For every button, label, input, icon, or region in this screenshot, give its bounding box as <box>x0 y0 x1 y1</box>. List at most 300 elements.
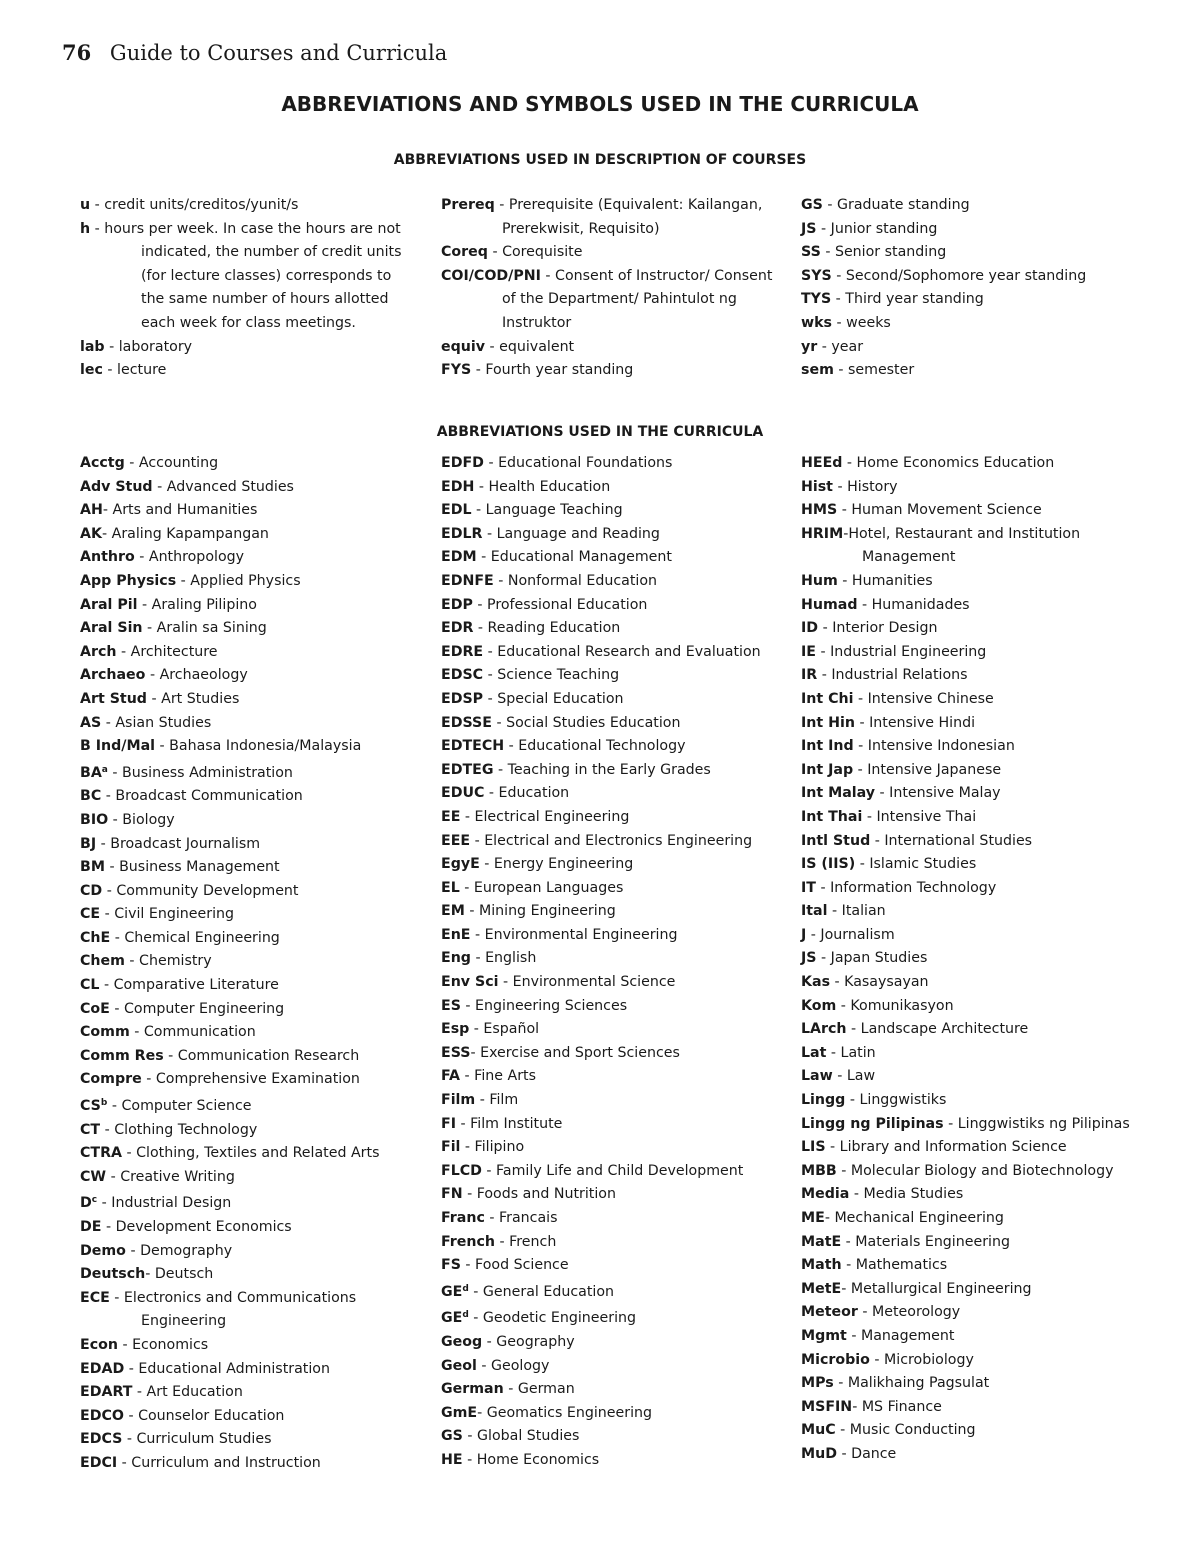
abbreviation-entry <box>441 1231 786 1255</box>
abbreviation-entry <box>441 664 786 688</box>
abbreviation-superscript: d <box>462 1310 469 1321</box>
abbreviation-entry <box>801 1419 1141 1443</box>
abbreviation-entry <box>441 759 786 783</box>
abbreviation-entry <box>801 641 1141 665</box>
abbreviation-term: EDUC <box>441 785 485 802</box>
abbreviation-entry <box>801 1231 1141 1255</box>
abbreviation-entry <box>80 759 420 786</box>
abbreviation-definition: - Science Teaching <box>483 667 620 684</box>
abbreviation-definition: - Microbiology <box>869 1351 974 1368</box>
abbreviation-term: BM <box>80 859 105 876</box>
abbreviation-definition: - Counselor Education <box>123 1407 285 1424</box>
desc-column-1 <box>80 194 410 383</box>
curricula-column-1 <box>80 452 420 1476</box>
abbreviation-entry <box>441 688 786 712</box>
abbreviation-term: GE <box>441 1283 463 1300</box>
abbreviation-definition: - Geology <box>476 1357 550 1374</box>
abbreviation-term: Aral Pil <box>80 596 138 613</box>
abbreviation-term: EDCO <box>80 1407 124 1424</box>
abbreviation-term: App Physics <box>80 572 177 589</box>
abbreviation-superscript: b <box>100 1098 108 1109</box>
abbreviation-entry <box>441 1304 786 1331</box>
abbreviation-entry <box>80 1166 420 1190</box>
abbreviation-term: Mgmt <box>801 1327 847 1344</box>
abbreviation-entry <box>441 735 786 759</box>
abbreviation-definition: - Curriculum and Instruction <box>117 1454 321 1471</box>
abbreviation-term: EgyE <box>441 856 480 873</box>
abbreviation-definition: - Corequisite <box>487 244 583 261</box>
abbreviation-definition: - Global Studies <box>462 1428 580 1445</box>
abbreviation-term: CTRA <box>80 1145 122 1162</box>
abbreviation-entry <box>80 856 420 880</box>
abbreviation-term: Int Thai <box>801 808 863 825</box>
abbreviation-term: French <box>441 1233 496 1250</box>
abbreviation-definition: - Archaeology <box>145 667 248 684</box>
abbreviation-term: BIO <box>80 811 109 828</box>
abbreviation-entry <box>80 1142 420 1166</box>
abbreviation-definition: - Industrial Engineering <box>815 643 987 660</box>
abbreviation-term: Hist <box>801 478 833 495</box>
abbreviation-entry <box>80 452 420 476</box>
abbreviation-entry <box>441 336 776 360</box>
abbreviation-definition: - Industrial Design <box>97 1195 232 1212</box>
abbreviation-definition: - Electrical Engineering <box>460 808 630 825</box>
abbreviation-definition: - Broadcast Communication <box>101 788 303 805</box>
abbreviation-entry <box>801 782 1141 806</box>
abbreviation-superscript: c <box>91 1195 98 1206</box>
abbreviation-definition: - Electrical and Electronics Engineering <box>470 832 753 849</box>
abbreviation-entry <box>80 1452 420 1476</box>
abbreviation-definition: - Economics <box>117 1336 209 1353</box>
abbreviation-term: EDCI <box>80 1454 118 1471</box>
abbreviation-entry <box>801 1160 1141 1184</box>
abbreviation-term: MatE <box>801 1233 842 1250</box>
abbreviation-term: Lat <box>801 1044 827 1061</box>
abbreviation-term: EDTEG <box>441 761 494 778</box>
abbreviation-definition: - Consent of Instructor/ Consent of the Department/ Pahintulot ng Instruktor <box>502 267 773 331</box>
abbreviation-definition: - Advanced Studies <box>152 478 294 495</box>
abbreviation-entry <box>801 1443 1141 1467</box>
abbreviation-term: Comm Res <box>80 1047 164 1064</box>
abbreviation-entry <box>441 947 786 971</box>
abbreviation-entry <box>801 995 1141 1019</box>
abbreviation-superscript: d <box>462 1283 469 1294</box>
abbreviation-term: GE <box>441 1310 463 1327</box>
abbreviation-term: Hum <box>801 572 838 589</box>
abbreviation-term: Art Stud <box>80 690 147 707</box>
abbreviation-term: BA <box>80 764 102 781</box>
running-head-title: Guide to Courses and Curricula <box>109 41 448 65</box>
abbreviation-definition: - weeks <box>832 314 891 331</box>
abbreviation-term: Archaeo <box>80 667 146 684</box>
abbreviation-entry <box>441 1449 786 1473</box>
abbreviation-entry <box>441 546 786 570</box>
abbreviation-term: Aral Sin <box>80 620 143 637</box>
abbreviation-definition: - Educational Technology <box>504 738 686 755</box>
abbreviation-entry <box>80 499 420 523</box>
abbreviation-entry <box>801 1065 1141 1089</box>
page-number: 76 <box>62 40 92 65</box>
abbreviation-definition: - Applied Physics <box>176 572 301 589</box>
abbreviation-term: CW <box>80 1168 107 1185</box>
abbreviation-entry <box>801 712 1141 736</box>
abbreviation-term: Chem <box>80 953 125 970</box>
abbreviation-term: MetE <box>801 1280 842 1297</box>
abbreviation-definition: - English <box>470 950 537 967</box>
abbreviation-term: MuD <box>801 1445 837 1462</box>
abbreviation-term: Humad <box>801 596 858 613</box>
abbreviation-definition: - Environmental Engineering <box>470 926 678 943</box>
abbreviation-term: ES <box>441 997 461 1014</box>
abbreviation-definition: - Media Studies <box>849 1186 964 1203</box>
abbreviation-definition: - Kasaysayan <box>830 974 929 991</box>
abbreviation-entry <box>80 664 420 688</box>
abbreviation-definition: - Engineering Sciences <box>460 997 628 1014</box>
abbreviation-definition: - Art Studies <box>146 690 240 707</box>
abbreviation-term: Int Malay <box>801 785 876 802</box>
abbreviation-term: Ital <box>801 903 828 920</box>
abbreviation-definition: - Civil Engineering <box>100 906 235 923</box>
abbreviation-definition: - Dance <box>837 1445 897 1462</box>
abbreviation-definition: - Architecture <box>116 643 218 660</box>
curricula-column-2 <box>441 452 786 1473</box>
abbreviation-entry <box>441 971 786 995</box>
abbreviation-term: J <box>801 926 807 943</box>
abbreviation-definition: - Educational Research and Evaluation <box>483 643 761 660</box>
abbreviation-definition: - Molecular Biology and Biotechnology <box>836 1162 1114 1179</box>
abbreviation-term: ME <box>801 1210 825 1226</box>
abbreviation-entry <box>801 594 1141 618</box>
abbreviation-entry <box>80 1045 420 1069</box>
abbreviation-entry <box>801 241 1131 265</box>
abbreviation-term: EM <box>441 903 465 920</box>
abbreviation-entry <box>80 546 420 570</box>
abbreviation-definition: - Curriculum Studies <box>122 1431 272 1448</box>
abbreviation-entry <box>801 806 1141 830</box>
abbreviation-definition: - Interior Design <box>818 620 938 637</box>
abbreviation-entry <box>441 617 786 641</box>
abbreviation-entry <box>441 782 786 806</box>
abbreviation-term: ChE <box>80 929 111 946</box>
desc-column-3 <box>801 194 1131 383</box>
abbreviation-entry <box>801 1207 1141 1231</box>
abbreviation-term: CT <box>80 1121 101 1138</box>
abbreviation-term: AH <box>80 502 103 519</box>
abbreviation-term: Int Ind <box>801 738 854 755</box>
abbreviation-term: Int Jap <box>801 761 854 778</box>
abbreviation-term: MPs <box>801 1375 834 1392</box>
running-head <box>62 40 447 65</box>
abbreviation-term: MuC <box>801 1422 836 1439</box>
abbreviation-term: Kom <box>801 997 837 1014</box>
abbreviation-entry <box>441 1018 786 1042</box>
abbreviation-definition: - Professional Education <box>472 596 648 613</box>
page-title: ABBREVIATIONS AND SYMBOLS USED IN THE CURRICULA <box>281 92 919 116</box>
abbreviation-entry <box>801 664 1141 688</box>
abbreviation-definition: - Information Technology <box>815 879 997 896</box>
abbreviation-definition: - Reading Education <box>473 620 621 637</box>
abbreviation-entry <box>80 809 420 833</box>
abbreviation-term: BJ <box>80 835 97 852</box>
abbreviation-term: Lingg <box>801 1092 846 1109</box>
abbreviation-entry <box>801 735 1141 759</box>
abbreviation-definition: - Aralin sa Sining <box>142 620 267 637</box>
abbreviation-entry <box>441 1183 786 1207</box>
abbreviation-entry <box>441 641 786 665</box>
abbreviation-term: MSFIN <box>801 1398 853 1415</box>
abbreviation-term: Meteor <box>801 1304 858 1321</box>
abbreviation-entry <box>441 265 776 336</box>
abbreviation-definition: - Third year standing <box>831 291 984 308</box>
abbreviation-entry <box>80 785 420 809</box>
abbreviation-term: FI <box>441 1115 456 1132</box>
abbreviation-definition: - Chemical Engineering <box>110 929 280 946</box>
abbreviation-entry <box>441 570 786 594</box>
abbreviation-term: EDR <box>441 620 474 637</box>
abbreviation-entry <box>801 877 1141 901</box>
abbreviation-entry <box>801 759 1141 783</box>
abbreviation-entry <box>80 218 410 336</box>
abbreviation-term: German <box>441 1381 504 1398</box>
abbreviation-entry <box>801 218 1131 242</box>
abbreviation-definition: - Clothing, Textiles and Related Arts <box>122 1145 380 1162</box>
abbreviation-entry <box>801 1136 1141 1160</box>
abbreviation-entry <box>801 617 1141 641</box>
abbreviation-term: IE <box>801 643 816 660</box>
abbreviation-entry <box>80 950 420 974</box>
abbreviation-term: EDL <box>441 502 472 519</box>
abbreviation-entry <box>441 924 786 948</box>
abbreviation-definition: - Japan Studies <box>816 950 928 967</box>
abbreviation-definition: - laboratory <box>104 338 193 355</box>
abbreviation-term: EDRE <box>441 643 484 660</box>
abbreviation-definition: - Humanities <box>837 572 933 589</box>
abbreviation-term: EL <box>441 879 460 896</box>
abbreviation-term: Arch <box>80 643 117 660</box>
abbreviation-definition: - Human Movement Science <box>837 502 1042 519</box>
abbreviation-definition: - Arts and Humanities <box>102 502 258 519</box>
abbreviation-definition: - Geodetic Engineering <box>468 1310 637 1327</box>
abbreviation-term: Esp <box>441 1021 470 1038</box>
abbreviation-definition: - Broadcast Journalism <box>96 835 261 852</box>
abbreviation-term: Deutsch <box>80 1266 146 1283</box>
abbreviation-entry <box>441 1042 786 1066</box>
abbreviation-term: GS <box>441 1428 463 1445</box>
abbreviation-term: FN <box>441 1186 463 1203</box>
abbreviation-term: EDSC <box>441 667 484 684</box>
abbreviation-entry <box>80 359 410 383</box>
abbreviation-definition: - Komunikasyon <box>836 997 954 1014</box>
abbreviation-entry <box>801 1396 1141 1420</box>
abbreviation-definition: - Intensive Japanese <box>853 761 1002 778</box>
abbreviation-term: CS <box>80 1098 101 1115</box>
abbreviation-term: IR <box>801 667 818 684</box>
abbreviation-entry <box>80 1092 420 1119</box>
abbreviation-definition: - Comparative Literature <box>99 977 279 994</box>
abbreviation-term: D <box>80 1195 92 1212</box>
abbreviation-definition: - Social Studies Education <box>491 714 681 731</box>
abbreviation-definition: - Law <box>832 1068 876 1085</box>
abbreviation-entry <box>801 853 1141 877</box>
abbreviation-term: HEEd <box>801 455 843 471</box>
abbreviation-term: u <box>80 197 91 213</box>
abbreviation-definition: - Mathematics <box>841 1257 948 1274</box>
abbreviation-entry <box>441 1331 786 1355</box>
abbreviation-entry <box>801 830 1141 854</box>
abbreviation-term: h <box>80 220 91 237</box>
abbreviation-term: HE <box>441 1451 463 1468</box>
abbreviation-entry <box>441 1136 786 1160</box>
abbreviation-definition: - Islamic Studies <box>855 856 977 873</box>
abbreviation-term: Env Sci <box>441 974 499 991</box>
abbreviation-term: GS <box>801 197 823 213</box>
abbreviation-term: Fil <box>441 1139 461 1156</box>
abbreviation-entry <box>441 594 786 618</box>
abbreviation-entry <box>80 1119 420 1143</box>
abbreviation-term: TYS <box>801 291 832 308</box>
abbreviation-entry <box>801 499 1141 523</box>
abbreviation-term: B Ind/Mal <box>80 738 156 755</box>
abbreviation-entry <box>441 877 786 901</box>
abbreviation-term: IT <box>801 879 816 896</box>
abbreviation-definition: - equivalent <box>485 338 575 355</box>
section-title-curricula: ABBREVIATIONS USED IN THE CURRICULA <box>436 424 764 440</box>
abbreviation-entry <box>441 476 786 500</box>
abbreviation-entry <box>441 1089 786 1113</box>
abbreviation-entry <box>441 806 786 830</box>
abbreviation-term: Acctg <box>80 455 125 471</box>
abbreviation-term: lab <box>80 338 105 355</box>
abbreviation-term: Compre <box>80 1071 142 1088</box>
abbreviation-entry <box>801 1349 1141 1373</box>
abbreviation-term: Math <box>801 1257 842 1274</box>
abbreviation-definition: - Language Teaching <box>471 502 623 519</box>
abbreviation-definition: - Clothing Technology <box>100 1121 258 1138</box>
abbreviation-definition: - Community Development <box>102 882 299 899</box>
abbreviation-definition: - Educational Foundations <box>483 455 673 471</box>
abbreviation-definition: - Deutsch <box>145 1266 214 1283</box>
abbreviation-definition: - General Education <box>468 1283 614 1300</box>
abbreviation-definition: - German <box>503 1381 575 1398</box>
abbreviation-definition: - Anthropology <box>134 549 245 566</box>
abbreviation-entry <box>441 995 786 1019</box>
abbreviation-definition: - Management <box>846 1327 955 1344</box>
abbreviation-entry <box>80 1021 420 1045</box>
abbreviation-definition: - Accounting <box>124 455 219 471</box>
abbreviation-entry <box>441 1355 786 1379</box>
abbreviation-definition: - Italian <box>827 903 886 920</box>
section-title-course-descriptions: ABBREVIATIONS USED IN DESCRIPTION OF COURSES <box>393 152 807 168</box>
abbreviation-entry <box>801 336 1131 360</box>
abbreviation-entry <box>80 903 420 927</box>
abbreviation-term: EnE <box>441 926 471 943</box>
abbreviation-term: DE <box>80 1219 102 1235</box>
abbreviation-definition: - Junior standing <box>816 220 938 237</box>
abbreviation-definition: - Film <box>475 1092 519 1109</box>
abbreviation-definition: - Materials Engineering <box>841 1233 1010 1250</box>
abbreviation-definition: - Second/Sophomore year standing <box>831 267 1087 284</box>
abbreviation-definition: - Fine Arts <box>460 1068 536 1085</box>
abbreviation-term: GmE <box>441 1404 478 1421</box>
abbreviation-entry <box>80 1189 420 1216</box>
abbreviation-definition: - Chemistry <box>124 953 212 970</box>
abbreviation-entry <box>801 900 1141 924</box>
abbreviation-definition: - semester <box>833 362 915 379</box>
abbreviation-definition: - Latin <box>826 1044 876 1061</box>
abbreviation-definition: - Exercise and Sport Sciences <box>470 1044 680 1061</box>
abbreviation-entry <box>801 947 1141 971</box>
abbreviation-definition: - Computer Science <box>107 1098 252 1115</box>
abbreviation-definition: - Film Institute <box>455 1115 563 1132</box>
abbreviation-entry <box>801 288 1131 312</box>
abbreviation-term: FLCD <box>441 1162 482 1179</box>
abbreviation-definition: - Business Management <box>104 859 280 876</box>
abbreviation-term: Kas <box>801 974 831 991</box>
abbreviation-term: EDFD <box>441 455 484 471</box>
abbreviation-term: BC <box>80 788 102 805</box>
abbreviation-definition: - Intensive Thai <box>862 808 977 825</box>
abbreviation-entry <box>801 1018 1141 1042</box>
abbreviation-entry <box>80 1358 420 1382</box>
abbreviation-definition: - year <box>817 338 864 355</box>
abbreviation-entry <box>80 974 420 998</box>
abbreviation-term: LIS <box>801 1139 826 1156</box>
abbreviation-term: ECE <box>80 1289 110 1306</box>
abbreviation-definition: - Graduate standing <box>822 197 970 213</box>
abbreviation-definition: - Metallurgical Engineering <box>841 1280 1032 1297</box>
abbreviation-entry <box>801 688 1141 712</box>
abbreviation-entry <box>441 499 786 523</box>
abbreviation-entry <box>801 1278 1141 1302</box>
abbreviation-term: Geog <box>441 1333 483 1350</box>
abbreviation-term: Microbio <box>801 1351 870 1368</box>
abbreviation-definition: - European Languages <box>459 879 624 896</box>
abbreviation-term: MBB <box>801 1162 837 1179</box>
abbreviation-definition: - Communication <box>129 1024 256 1041</box>
abbreviation-entry <box>441 523 786 547</box>
abbreviation-entry <box>801 523 1141 570</box>
abbreviation-entry <box>80 712 420 736</box>
abbreviation-definition: - Educational Management <box>476 549 672 566</box>
abbreviation-definition: - Home Economics <box>462 1451 600 1468</box>
abbreviation-definition: - MS Finance <box>852 1398 942 1415</box>
abbreviation-term: CoE <box>80 1000 110 1017</box>
abbreviation-definition: - Language and Reading <box>482 525 660 542</box>
abbreviation-entry <box>441 194 776 241</box>
abbreviation-term: HRIM <box>801 525 844 542</box>
abbreviation-term: Anthro <box>80 549 135 566</box>
abbreviation-definition: - Landscape Architecture <box>846 1021 1029 1038</box>
abbreviation-definition: - Araling Pilipino <box>137 596 257 613</box>
abbreviation-definition: - Creative Writing <box>106 1168 235 1185</box>
abbreviation-definition: - Fourth year standing <box>471 362 634 379</box>
abbreviation-definition: - Intensive Hindi <box>854 714 976 731</box>
abbreviation-definition: - Comprehensive Examination <box>141 1071 360 1088</box>
abbreviation-entry <box>80 927 420 951</box>
abbreviation-entry <box>801 924 1141 948</box>
abbreviation-term: Law <box>801 1068 833 1085</box>
abbreviation-term: JS <box>801 950 817 967</box>
abbreviation-definition: - Bahasa Indonesia/Malaysia <box>155 738 362 755</box>
abbreviation-entry <box>80 688 420 712</box>
abbreviation-term: CE <box>80 906 101 923</box>
abbreviation-term: Intl Stud <box>801 832 871 849</box>
abbreviation-entry <box>441 1160 786 1184</box>
abbreviation-entry <box>80 998 420 1022</box>
abbreviation-definition: - Development Economics <box>101 1219 292 1235</box>
abbreviation-definition: - Computer Engineering <box>109 1000 285 1017</box>
abbreviation-definition: - Journalism <box>806 926 895 943</box>
